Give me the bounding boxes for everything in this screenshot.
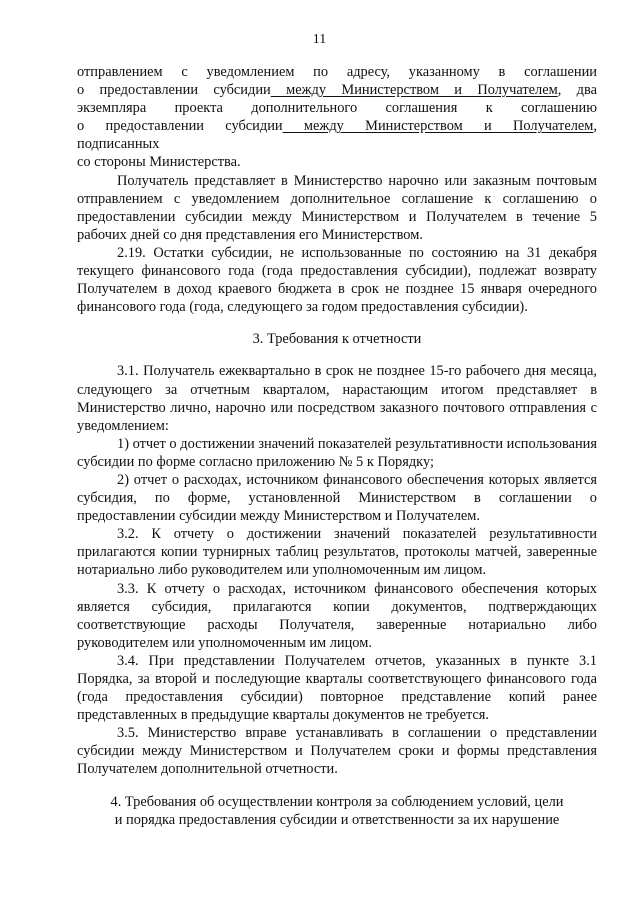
section-4-heading-line-2: и порядка предоставления субсидии и ответственности за их нарушение <box>114 811 560 828</box>
paragraph-3-1: 3.1. Получатель ежеквартально в срок не позднее 15-го рабочего дня месяца, следующего за отчетным кварталом, нарастающим итогом представляет в Министерство лично, нарочно или посредством заказного почтового отправления с уведомлением: <box>77 363 597 434</box>
underlined-parties: между Министерством и Получателем <box>270 82 558 99</box>
document-body <box>77 63 597 829</box>
paragraph-3-5: 3.5. Министерство вправе устанавливать в соглашении о представлении субсидии между Министерством и Получателем сроки и формы представления Получателем дополнительной отчетности. <box>77 725 597 778</box>
underlined-parties: между Министерством и Получателем <box>282 118 594 135</box>
page-number: 11 <box>312 32 327 47</box>
paragraph-3-1-item-1: 1) отчет о достижении значений показателей результативности использования субсидии по форме согласно приложению № 5 к Порядку; <box>77 435 597 470</box>
paragraph-2-19: 2.19. Остатки субсидии, не использованные по состоянию на 31 декабря текущего финансового года (года предоставления субсидии), подлежат возврату Получателем в доход краевого бюджета в срок не позднее 15 января очередного финансового года (года, следующего за годом предоставления субсидии). <box>77 244 597 316</box>
paragraph-3-3: 3.3. К отчету о расходах, источником финансового обеспечения которых является субсидия, прилагаются копии документов, подтверждающих соответствующие расходы Получателя, заверенные нотариально либо руководителем или уполномоченным им лицом. <box>77 580 597 651</box>
intro-line-4 <box>77 117 597 135</box>
recipient-paragraph: Получатель представляет в Министерство нарочно или заказным почтовым отправлением с уведомлением дополнительное соглашение к соглашению о предоставлении субсидии между Министерством и Получателем в течение 5 рабочих дней со дня представления его Министерством. <box>77 172 597 243</box>
intro-paragraph <box>77 63 597 172</box>
intro-line-1: отправлением с уведомлением по адресу, указанному в соглашении <box>77 64 597 80</box>
intro-line-3: экземпляра проекта дополнительного соглашения к соглашению <box>77 100 597 117</box>
paragraph-3-2: 3.2. К отчету о достижении значений показателей результативности прилагаются копии турнирных таблиц результатов, протоколы матчей, заверенные нотариально либо руководителем или уполномоченным им лицом. <box>77 526 597 579</box>
intro-line-4-text: о предоставлении субсидии <box>77 118 283 135</box>
paragraph-3-1-item-2: 2) отчет о расходах, источником финансового обеспечения которых является субсидия, по форме, установленной Министерством в соглашении о предоставлении субсидии между Министерством и Получателем. <box>77 471 597 525</box>
paragraph-3-4: 3.4. При представлении Получателем отчетов, указанных в пункте 3.1 Порядка, за второй и последующие кварталы соответствующего финансового года (года предоставления субсидии) повторное представление копий ранее представленных в предыдущие кварталы документов не требуется. <box>77 652 597 724</box>
section-4-heading-line-1: 4. Требования об осуществлении контроля за соблюдением условий, цели <box>110 793 564 810</box>
section-3-heading: 3. Требования к отчетности <box>252 331 422 348</box>
section-4-heading <box>77 793 597 829</box>
intro-line-2-text: о предоставлении субсидии <box>77 82 271 99</box>
intro-line-5: подписанных <box>77 136 160 153</box>
intro-line-6: со стороны Министерства. <box>77 154 241 171</box>
intro-line-4-tail: , <box>593 118 598 135</box>
intro-line-2-tail: , два <box>557 82 597 99</box>
intro-line-2 <box>77 81 597 99</box>
